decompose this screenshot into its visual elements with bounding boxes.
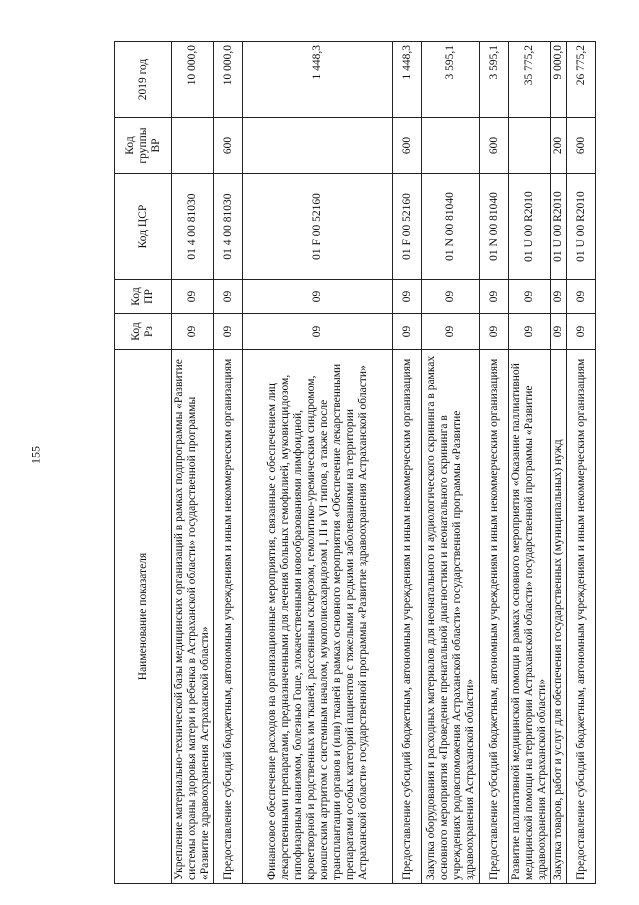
- cell-value: 1 448,3: [243, 42, 393, 118]
- cell-pr: 09: [567, 280, 596, 314]
- cell-rz: 09: [480, 314, 509, 350]
- header-year: 2019 год: [115, 42, 172, 118]
- cell-rz: 09: [509, 314, 551, 350]
- cell-pr: 09: [480, 280, 509, 314]
- header-vr: Код группы ВР: [115, 118, 172, 174]
- header-name: Наименование показателя: [115, 350, 172, 884]
- table-row: [214, 42, 243, 884]
- cell-csr: 01 U 00 R2010: [567, 174, 596, 280]
- cell-csr: 01 4 00 81030: [172, 174, 214, 280]
- cell-csr: 01 4 00 81030: [214, 174, 243, 280]
- rotated-table-container: [114, 42, 587, 884]
- table-row: [243, 42, 393, 884]
- cell-vr: [172, 118, 214, 174]
- table-row: [393, 42, 422, 884]
- header-pr: Код ПР: [115, 280, 172, 314]
- cell-vr: [422, 118, 480, 174]
- cell-rz: 09: [393, 314, 422, 350]
- cell-value: 26 775,2: [567, 42, 596, 118]
- cell-vr: 600: [480, 118, 509, 174]
- cell-rz: 09: [172, 314, 214, 350]
- header-csr: Код ЦСР: [115, 174, 172, 280]
- cell-value: 10 000,0: [214, 42, 243, 118]
- cell-rz: 09: [422, 314, 480, 350]
- table-row: [422, 42, 480, 884]
- cell-vr: 200: [551, 118, 567, 174]
- cell-csr: 01 U 00 R2010: [551, 174, 567, 280]
- cell-csr: 01 F 00 52160: [243, 174, 393, 280]
- cell-rz: 09: [551, 314, 567, 350]
- cell-rz: 09: [243, 314, 393, 350]
- cell-value: 9 000,0: [551, 42, 567, 118]
- cell-rz: 09: [567, 314, 596, 350]
- cell-name: Предоставление субсидий бюджетным, автономным учреждениям и иным некоммерческим организациям: [480, 350, 509, 884]
- table-row: [551, 42, 567, 884]
- cell-vr: [509, 118, 551, 174]
- cell-name: Развитие паллиативной медицинской помощи в рамках основного мероприятия «Оказание паллиативной медицинской помощи на территории Астраханской области» государственной программы «Развитие здравоохранения Астраханской области»: [509, 350, 551, 884]
- cell-pr: 09: [214, 280, 243, 314]
- header-rz: Код Рз: [115, 314, 172, 350]
- cell-value: 3 595,1: [480, 42, 509, 118]
- cell-name: Предоставление субсидий бюджетным, автономным учреждениям и иным некоммерческим организациям: [567, 350, 596, 884]
- cell-vr: 600: [567, 118, 596, 174]
- cell-pr: 09: [551, 280, 567, 314]
- cell-name: Закупка оборудования и расходных материалов для неонатального и аудиологического скрининга в рамках основного мероприятия «Проведение пренатальной диагностики и неонатального скрининга в учреждениях родовспоможения Астраханской области» государственной программы «Развитие здравоохранения Астраханской области»: [422, 350, 480, 884]
- cell-csr: 01 F 00 52160: [393, 174, 422, 280]
- page-number: 155: [28, 446, 43, 464]
- table-header-row: [115, 42, 172, 884]
- budget-table: [114, 41, 596, 884]
- cell-vr: 600: [214, 118, 243, 174]
- table-row: [509, 42, 551, 884]
- cell-pr: 09: [509, 280, 551, 314]
- cell-pr: 09: [172, 280, 214, 314]
- table-row: [567, 42, 596, 884]
- cell-name: Укрепление материально-технической базы медицинских организаций в рамках подпрограммы «Развитие системы охраны здоровья матери и ребенка в Астраханской области» государственной программы «Развитие здравоохранения Астраханской области»: [172, 350, 214, 884]
- cell-csr: 01 N 00 81040: [422, 174, 480, 280]
- cell-pr: 09: [393, 280, 422, 314]
- cell-pr: 09: [422, 280, 480, 314]
- cell-value: 1 448,3: [393, 42, 422, 118]
- cell-value: 10 000,0: [172, 42, 214, 118]
- cell-name: Предоставление субсидий бюджетным, автономным учреждениям и иным некоммерческим организациям: [214, 350, 243, 884]
- cell-value: 3 595,1: [422, 42, 480, 118]
- table-row: [480, 42, 509, 884]
- cell-value: 35 775,2: [509, 42, 551, 118]
- cell-vr: [243, 118, 393, 174]
- table-row: [172, 42, 214, 884]
- cell-name: Финансовое обеспечение расходов на организационные мероприятия, связанные с обеспечением лиц лекарственными препаратами, предназначенными для лечения больных гемофилией, муковисцидозом, гипофизарным нанизмом, болезнью Гоше, злокачественными новообразованиями лимфоидной, кроветворной и родственных им тканей, рассеянным склерозом, гемолитико-уремическим синдромом, юношеским артритом с системным началом, мукополисахаридозом I, II и VI типов, а также после трансплантации органов и (или) тканей в рамках основного мероприятия «Обеспечение лекарственными препаратами особых категорий пациентов с тяжелыми и редкими заболеваниями на территории Астраханской области» государственной программы «Развитие здравоохранения Астраханской области»: [243, 350, 393, 884]
- cell-csr: 01 U 00 R2010: [509, 174, 551, 280]
- cell-pr: 09: [243, 280, 393, 314]
- cell-rz: 09: [214, 314, 243, 350]
- cell-name: Предоставление субсидий бюджетным, автономным учреждениям и иным некоммерческим организациям: [393, 350, 422, 884]
- cell-vr: 600: [393, 118, 422, 174]
- cell-csr: 01 N 00 81040: [480, 174, 509, 280]
- cell-name: Закупка товаров, работ и услуг для обеспечения государственных (муниципальных) нужд: [551, 350, 567, 884]
